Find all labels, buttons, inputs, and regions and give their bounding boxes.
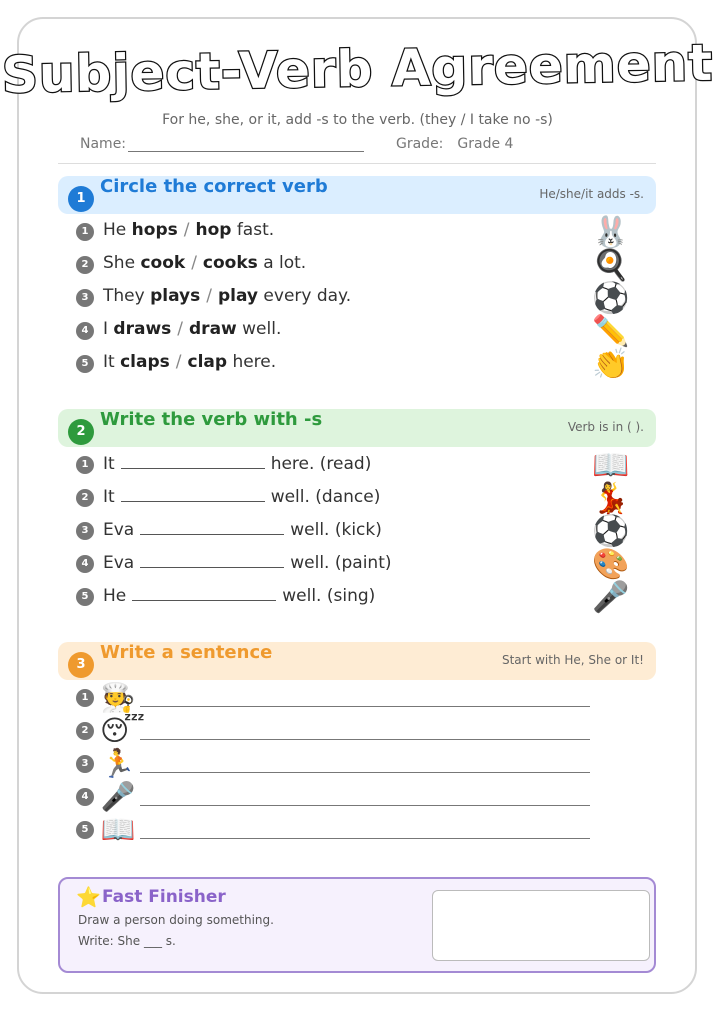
sentence-end: well. (236, 319, 282, 339)
section-title: Write a sentence (100, 642, 273, 663)
section-note: Start with He, She or It! (501, 653, 644, 667)
item-number: 3 (76, 289, 94, 307)
sentence-subject: It (103, 487, 115, 507)
verb-choice-b[interactable]: clap (187, 352, 228, 372)
dancer-icon: 💃 (592, 481, 630, 516)
answer-blank[interactable] (140, 519, 284, 535)
section-2-header (58, 409, 656, 447)
fast-finisher-title: Fast Finisher (102, 887, 226, 907)
palette-icon: 🎨 (592, 547, 630, 582)
verb-choice-a[interactable]: cook (140, 253, 186, 273)
grade-row (396, 136, 513, 152)
section-number: 2 (68, 419, 94, 445)
slash-separator: / (175, 352, 182, 372)
sentence-write-line[interactable] (140, 772, 590, 773)
item-sentence (103, 319, 281, 339)
item-number: 2 (76, 489, 94, 507)
section-1-header (58, 176, 656, 214)
sentence-write-line[interactable] (140, 838, 590, 839)
name-line[interactable] (128, 138, 364, 152)
answer-blank[interactable] (121, 453, 265, 469)
item-sentence (103, 253, 306, 273)
item-number: 3 (76, 755, 94, 773)
name-row (80, 136, 364, 152)
item-number: 1 (76, 223, 94, 241)
item-number: 4 (76, 788, 94, 806)
sentence-subject: Eva (103, 553, 135, 573)
section-note: He/she/it adds -s. (539, 187, 644, 201)
item-sentence (103, 220, 274, 240)
header-divider (58, 163, 656, 164)
fast-finisher-prompt: Write: She ___ s. (78, 934, 176, 948)
grade-label: Grade: (396, 136, 444, 152)
drawing-box[interactable] (432, 890, 650, 961)
microphone-icon: 🎤 (592, 580, 630, 615)
rabbit-icon: 🐰 (592, 215, 630, 250)
sentence-write-line[interactable] (140, 805, 590, 806)
instruction-subtitle: For he, she, or it, add -s to the verb. (they / I take no -s) (162, 112, 553, 128)
item-number: 2 (76, 256, 94, 274)
item-number: 3 (76, 522, 94, 540)
item-number: 4 (76, 555, 94, 573)
verb-choice-a[interactable]: plays (150, 286, 201, 306)
star-icon: ⭐ (76, 885, 101, 909)
section-note: Verb is in ( ). (567, 420, 644, 434)
verb-choice-b[interactable]: hop (195, 220, 232, 240)
item-number: 5 (76, 355, 94, 373)
sentence-write-line[interactable] (140, 706, 590, 707)
section-number: 3 (68, 652, 94, 678)
verb-choice-b[interactable]: draw (189, 319, 237, 339)
item-sentence (103, 519, 382, 540)
sentence-rest: well. (dance) (270, 487, 381, 507)
item-sentence (103, 552, 392, 573)
item-sentence (103, 286, 351, 306)
item-number: 4 (76, 322, 94, 340)
sentence-rest: here. (read) (270, 454, 372, 474)
soccer-ball-icon: ⚽ (592, 281, 630, 316)
item-sentence (103, 352, 276, 372)
sentence-end: fast. (231, 220, 275, 240)
sentence-subject: Eva (103, 520, 135, 540)
item-sentence (103, 585, 375, 606)
page-title: Subject-Verb Agreement (1, 33, 714, 105)
slash-separator: / (191, 253, 197, 273)
verb-choice-a[interactable]: draws (113, 319, 172, 339)
verb-choice-b[interactable]: cooks (202, 253, 258, 273)
item-sentence (103, 453, 371, 474)
clapping-hands-icon: 👏 (592, 347, 630, 382)
section-3-header (58, 642, 656, 680)
sleeping-face-icon: 😴 (100, 714, 145, 747)
sentence-start: It (103, 352, 121, 372)
slash-separator: / (177, 319, 184, 339)
sentence-start: She (103, 253, 141, 273)
answer-blank[interactable] (140, 552, 284, 568)
fast-finisher-instruction: Draw a person doing something. (78, 913, 274, 927)
answer-blank[interactable] (132, 585, 276, 601)
microphone-icon: 🎤 (100, 780, 136, 813)
sentence-rest: well. (paint) (290, 553, 392, 573)
chef-icon: 🧑‍🍳 (100, 681, 136, 714)
sentence-subject: He (103, 586, 127, 606)
item-number: 1 (76, 456, 94, 474)
fast-finisher-box (58, 877, 656, 973)
sentence-end: every day. (258, 286, 352, 306)
sentence-end: here. (227, 352, 277, 372)
sentence-start: I (103, 319, 114, 339)
frying-pan-icon: 🍳 (592, 248, 630, 283)
section-title: Circle the correct verb (100, 176, 328, 197)
item-number: 2 (76, 722, 94, 740)
sentence-start: He (103, 220, 132, 240)
verb-choice-b[interactable]: play (217, 286, 259, 306)
sentence-subject: It (103, 454, 115, 474)
book-icon: 📖 (592, 448, 630, 483)
name-label: Name: (80, 136, 127, 152)
item-number: 1 (76, 689, 94, 707)
sentence-write-line[interactable] (140, 739, 590, 740)
section-title: Write the verb with -s (100, 409, 323, 430)
verb-choice-a[interactable]: hops (131, 220, 178, 240)
answer-blank[interactable] (121, 486, 265, 502)
item-sentence (103, 486, 380, 507)
sentence-rest: well. (sing) (282, 586, 376, 606)
runner-icon: 🏃 (100, 747, 136, 780)
section-number: 1 (68, 186, 94, 212)
book-icon: 📖 (100, 813, 136, 846)
slash-separator: / (183, 220, 190, 240)
grade-value: Grade 4 (457, 136, 514, 152)
sentence-rest: well. (kick) (290, 520, 382, 540)
verb-choice-a[interactable]: claps (120, 352, 170, 372)
item-number: 5 (76, 588, 94, 606)
pencil-icon: ✏️ (592, 314, 630, 349)
soccer-ball-icon: ⚽ (592, 514, 630, 549)
sentence-end: a lot. (257, 253, 307, 273)
item-number: 5 (76, 821, 94, 839)
sentence-start: They (103, 286, 151, 306)
slash-separator: / (206, 286, 212, 306)
